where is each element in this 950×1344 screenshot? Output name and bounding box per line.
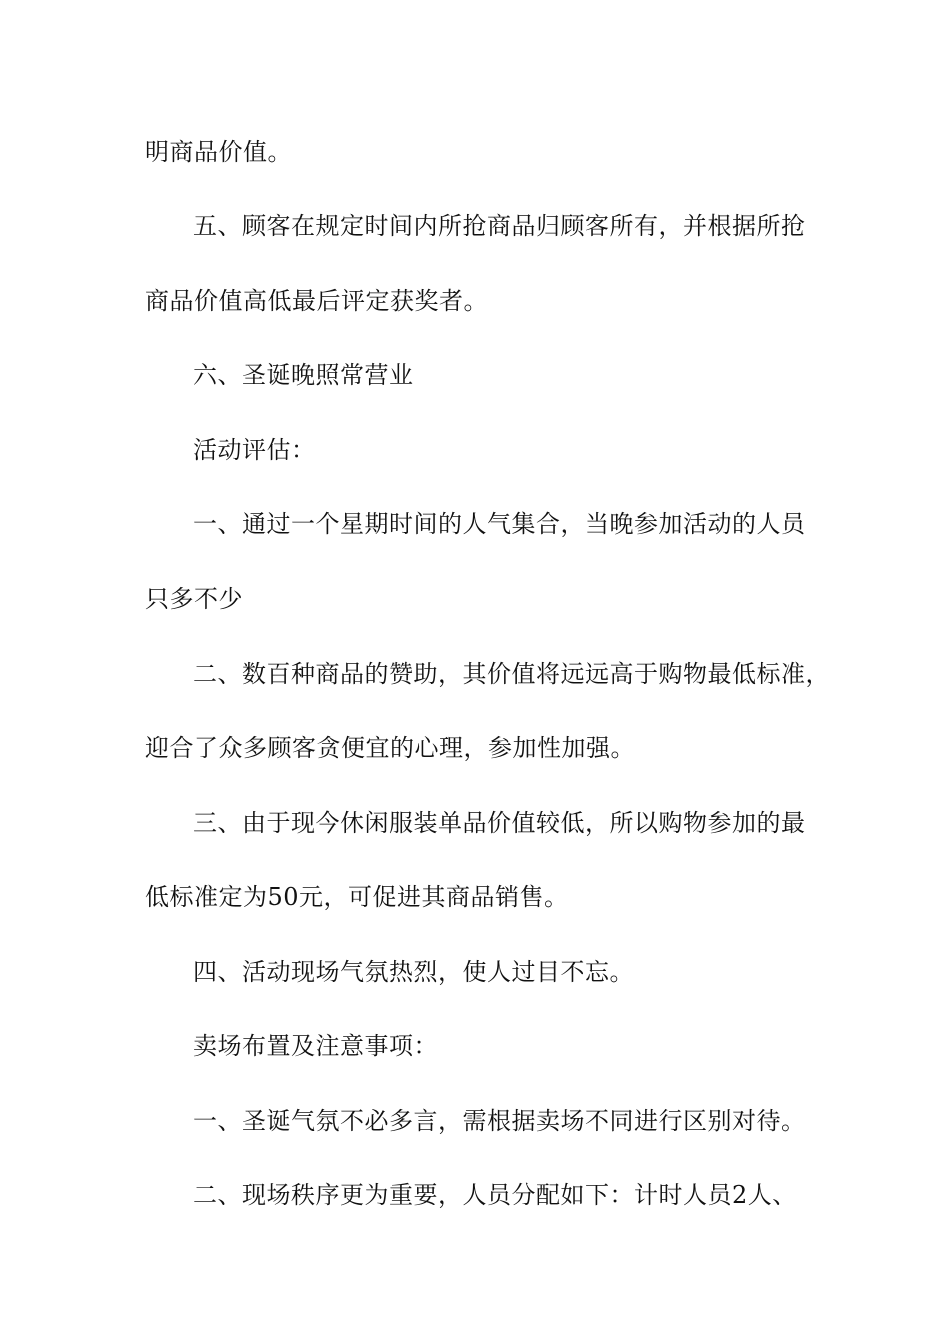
text-line: 明商品价值。 [145,138,292,166]
text-line: 二、现场秩序更为重要，人员分配如下：计时人员2人、 [193,1181,797,1209]
text-line: 商品价值高低最后评定获奖者。 [145,287,488,315]
text-line: 只多不少 [145,585,243,613]
text-line: 一、通过一个星期时间的人气集合，当晚参加活动的人员 [193,510,806,538]
section-heading: 卖场布置及注意事项： [193,1032,438,1060]
text-line: 二、数百种商品的赞助，其价值将远远高于购物最低标准， [193,660,830,688]
text-line: 迎合了众多顾客贪便宜的心理，参加性加强。 [145,734,635,762]
text-line: 三、由于现今休闲服装单品价值较低，所以购物参加的最 [193,809,806,837]
text-line: 低标准定为50元，可促进其商品销售。 [145,883,569,911]
text-line: 五、顾客在规定时间内所抢商品归顾客所有，并根据所抢 [193,212,806,240]
section-heading: 活动评估： [193,436,316,464]
text-line: 六、圣诞晚照常营业 [193,361,414,389]
text-line: 四、活动现场气氛热烈，使人过目不忘。 [193,958,634,986]
text-line: 一、圣诞气氛不必多言，需根据卖场不同进行区别对待。 [193,1107,806,1135]
